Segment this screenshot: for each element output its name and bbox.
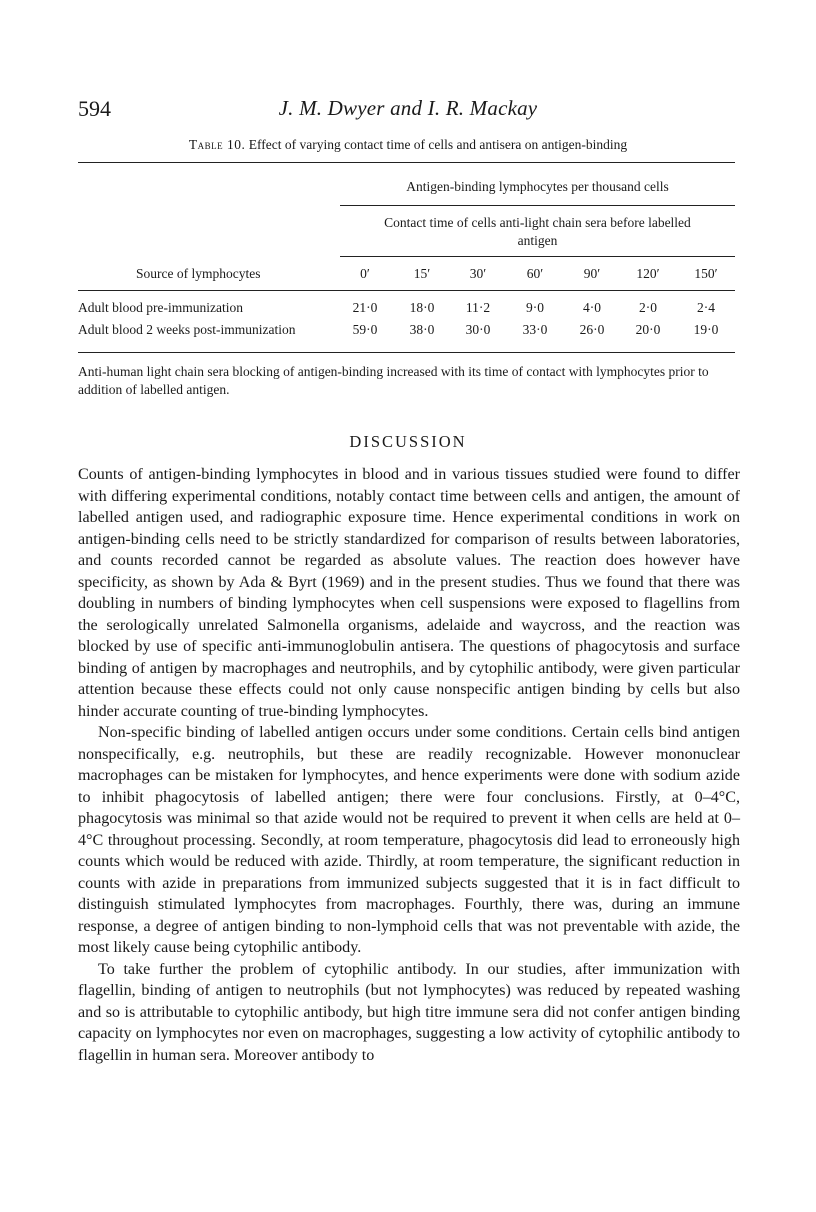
table-cell: 9·0 [526,300,544,315]
table-caption [78,137,738,153]
column-header: 60′ [526,266,544,281]
table-cell: 33·0 [522,322,548,337]
table-cell: 4·0 [583,300,601,315]
table-footnote: Anti-human light chain sera blocking of antigen-binding increased with its time of contact with lymphocytes prior to addition of labelled antigen. [78,364,709,397]
table-cell: 30·0 [465,322,491,337]
paragraph-text: To take further the problem of cytophilic antibody. In our studies, after immunization with flagellin, binding of antigen to neutrophils (but not lymphocytes) was reduced by repeated washing and so is attributable to cytophilic antibody, but high titre immune sera did not confer antigen binding capacity on lymphocytes nor even on macrophages, suggesting a low activity of cytophilic antibody to flagellin in human sera. Moreover antibody to [78,960,740,1064]
sub-header-line2: antigen [517,233,558,248]
column-header: 15′ [413,266,431,281]
column-header: 0′ [360,266,370,281]
table-cell: 21·0 [352,300,378,315]
table-cell: 2·0 [639,300,657,315]
paragraph [78,464,740,722]
table-cell: 11·2 [465,300,491,315]
table-cell: 20·0 [635,322,661,337]
table-label: Table 10. [188,137,246,152]
paragraph-text: Counts of antigen-binding lymphocytes in blood and in various tissues studied were found to differ with differing experimental conditions, notably contact time between cells and antigen, the amount of labelled antigen used, and radiographic exposure time. Hence experimental conditions in work on antigen-binding cells need to be strictly standardized for comparison of results between laboratories, and counts recorded cannot be regarded as absolute values. The reaction does however have specificity, as shown by Ada & Byrt (1969) and in the present studies. Thus we found that there was doubling in numbers of binding lymphocytes when cell suspensions were exposed to flagellins from the serologically unrelated Salmonella organisms, adelaide and waycross, and the reaction was blocked by use of specific anti-immunoglobulin antisera. The questions of phagocytosis and surface binding of antigen by macrophages and neutrophils, and by cytophilic antibody, were given particular attention because these effects could not only cause nonspecific antigen binding by cells but also hinder accurate counting of true-binding lymphocytes. [78,466,740,720]
sub-header-line1: Contact time of cells anti-light chain sera before labelled [384,215,691,230]
group-header: Antigen-binding lymphocytes per thousand cells [406,179,669,194]
section-heading: DISCUSSION [349,432,467,451]
column-header: 30′ [469,266,487,281]
running-title: J. M. Dwyer and I. R. Mackay [278,96,538,120]
table-cell: 18·0 [409,300,435,315]
row-header: Source of lymphocytes [136,266,261,281]
table-cell: 2·4 [697,300,715,315]
header-bottom-rule [78,290,735,291]
table-cell: 19·0 [693,322,719,337]
table-caption-text: Effect of varying contact time of cells and antisera on antigen-binding [245,137,628,152]
table-cell: 26·0 [579,322,605,337]
table-top-rule [78,162,735,163]
column-header: 150′ [694,266,718,281]
column-header: 90′ [583,266,601,281]
table-cell: 38·0 [409,322,435,337]
table-cell: 59·0 [352,322,378,337]
paragraph-text: Non-specific binding of labelled antigen occurs under some conditions. Certain cells bind antigen nonspecifically, e.g. neutrophils, but these are readily recognizable. However mononuclear macrophages can be mistaken for lymphocytes, and hence experiments were done with sodium azide to inhibit phagocytosis of labelled antigen; there were four conclusions. Firstly, at 0–4°C, phagocytosis was minimal so that azide would not be required to prevent it when cells are held at 0–4°C throughout processing. Secondly, at room temperature, phagocytosis did lead to erroneously high counts which would be reduced with azide. Thirdly, at room temperature, the significant reduction in counts with azide in preparations from immunized subjects suggested that it is in fact difficult to distinguish stimulated lymphocytes from macrophages. Fourthly, there was, during an immune response, a degree of antigen binding to non-lymphoid cells that was not preventable with azide, the most likely cause being cytophilic antibody. [78,724,740,956]
sub-header-rule [340,256,735,257]
group-header-rule [340,205,735,206]
row-label: Adult blood pre-immunization [78,300,243,315]
column-header: 120′ [636,266,660,281]
paragraph [78,722,740,959]
row-label: Adult blood 2 weeks post-immunization [78,322,296,337]
body-text [78,464,740,1066]
table-bottom-rule [78,352,735,353]
page-number: 594 [78,96,111,121]
paragraph [78,959,740,1067]
page-header [78,96,738,126]
